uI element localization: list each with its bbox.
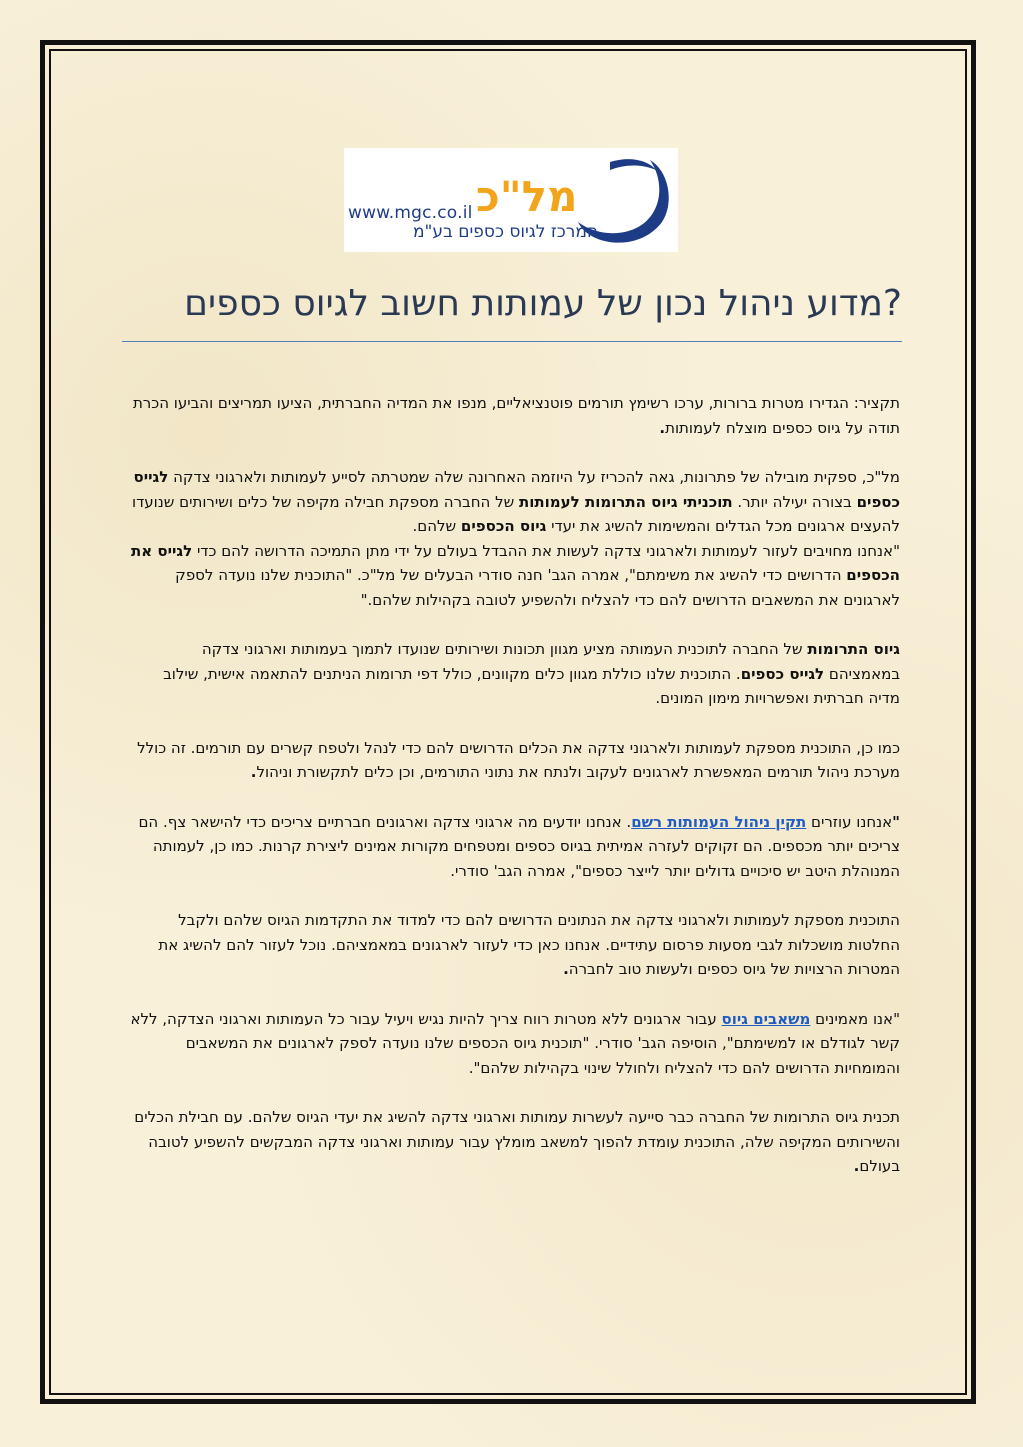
bold-run: גיוס הכספים [460, 517, 547, 535]
text-run: התוכנית מספקת לעמותות ולארגוני צדקה את הנתונים הדרושים להם כדי למדוד את התקדמות הגיוס שלהם ולקבל החלטות מושכלות לגבי מסעות פרסום עתידיים. אנחנו כאן כדי לעזור לארגונים במאמציהם. נוכל לעזור להם להשיג את המטרות הרצויות של גיוס כספים ולעשות טוב לחברה [158, 911, 900, 978]
text-run: "אנו מאמינים [810, 1009, 900, 1028]
text-run: של החברה מספקת חבילה מקיפה של כלים ושירותים שנועדו להעצים ארגונים מכל הגדלים והמשימות להשיג את יעדי [132, 492, 900, 535]
bold-dot: . [250, 763, 257, 781]
text-run: הדרושים כדי להשיג את משימתם", אמרה הגב' חנה סודרי הבעלים של מל"כ. "התוכנית שלנו נועדה לספק לארגונים את המשאבים הדרושים להם כדי להצליח ולהשפיע לטובה בקהילות שלהם." [175, 566, 900, 609]
text-run: שלהם. [412, 517, 461, 535]
text-run: של החברה לתוכנית העמותה מציע מגוון תכונות ושירותים שנועדו לתמוך בעמותות וארגוני צדקה במאמציהם [201, 640, 900, 683]
logo-tagline: המרכז לגיוס כספים בע"מ [412, 222, 598, 242]
logo-brand-text: מל"כ [476, 172, 578, 221]
article-body [128, 391, 900, 1204]
text-run: . התוכנית שלנו כוללת מגוון כלים מקוונים, כולל דפי תרומות הניתנים להתאמה אישית, שילוב מדיה חברתית ואפשרויות מימון המונים. [163, 664, 900, 707]
text-run: עבור ארגונים ללא מטרות רווח צריך להיות נגיש ויעיל עבור כל העמותות וארגוני הצדקה, ללא קשר לגודלם או למשימתם", הוסיפה הגב' סודרי. "תוכנית גיוס הכספים שלנו נועדה לספק לארגונים את המשאבים והמומחיות הדרושים להם כדי להצליח ולחולל שינוי בקהילות שלהם". [130, 1009, 900, 1077]
paragraph-program [128, 637, 900, 711]
link-fundraising-resources[interactable]: משאבים גיוס [721, 1009, 811, 1028]
bold-dot: . [659, 418, 666, 437]
text-run: אנחנו עוזרים [806, 812, 893, 831]
paragraph-conclusion [128, 1105, 900, 1179]
bold-dot: . [853, 1157, 860, 1175]
title-underline [122, 341, 902, 342]
page-title: ?מדוע ניהול נכון של עמותות חשוב לגיוס כספים [184, 283, 902, 324]
bold-run: גיוס התרומות [807, 640, 900, 658]
paragraph-announcement [128, 465, 900, 612]
text-run: תכנית גיוס התרומות של החברה כבר סייעה לעשרות עמותות וארגוני צדקה להשיג את יעדי הגיוס שלהם. עם חבילת הכלים והשירותים המקיפה שלה, התוכנית עומדת להפוך למשאב מומלץ עבור עמותות וארגוני צדקה המבקשים להשפיע לטובה בעולם [134, 1108, 900, 1175]
company-logo [344, 148, 678, 252]
bold-run: לגייס כספים [133, 468, 900, 511]
bold-run: לגייס את הכספים [130, 541, 900, 584]
paragraph-resources [128, 1007, 900, 1081]
link-registrar[interactable]: תקין ניהול העמותות רשם [631, 812, 807, 831]
logo-url: www.mgc.co.il [348, 203, 473, 223]
text-run: תקציר: הגדירו מטרות ברורות, ערכו רשימץ תורמים פוטנציאליים, מנפו את המדיה החברתית, הציעו תמריצים והביעו הכרת תודה על גיוס כספים מוצלח לעמותות [132, 394, 900, 437]
text-run: . אנחנו יודעים מה ארגוני צדקה וארגונים חברתיים צריכים כדי להישאר צף. הם צריכים יותר מכספים. הם זקוקים לעזרה אמיתית בגיוס כספים ומטפחים מקורות אמינים ליצירת קרנות. כמו כן, לעמותה המנוהלת היטב יש סיכויים גדולים יותר לייצר כספים", אמרה הגב' סודרי. [138, 812, 900, 880]
paragraph-data [128, 908, 900, 982]
text-run: כמו כן, התוכנית מספקת לעמותות ולארגוני צדקה את הכלים הדרושים להם כדי לנהל ולטפח קשרים עם תורמים. זה כולל מערכת ניהול תורמים המאפשרת לארגונים לעקוב ולנתח את נתוני התורמים, וכן כלים לתקשורת וניהול [137, 738, 900, 781]
text-run: בצורה יעילה יותר. [732, 492, 857, 511]
bold-quote: " [892, 812, 900, 831]
text-run: "אנחנו מחויבים לעזור לעמותות ולארגוני צדקה לעשות את ההבדל בעולם על ידי מתן התמיכה הדרושה להם כדי [192, 541, 900, 560]
bold-run: לגייס כספים [740, 664, 825, 683]
text-run: מל"כ, ספקית מובילה של פתרונות, גאה להכריז על היוזמה האחרונה שלה שמטרתה לסייע לעמותות ולארגוני צדקה [168, 468, 900, 486]
bold-dot: . [563, 960, 569, 978]
paragraph-summary [128, 391, 900, 440]
bold-run: תוכניתי גיוס התרומות לעמותות [519, 492, 733, 511]
paragraph-donor-management [128, 736, 900, 785]
paragraph-quote-sodri [128, 810, 900, 884]
